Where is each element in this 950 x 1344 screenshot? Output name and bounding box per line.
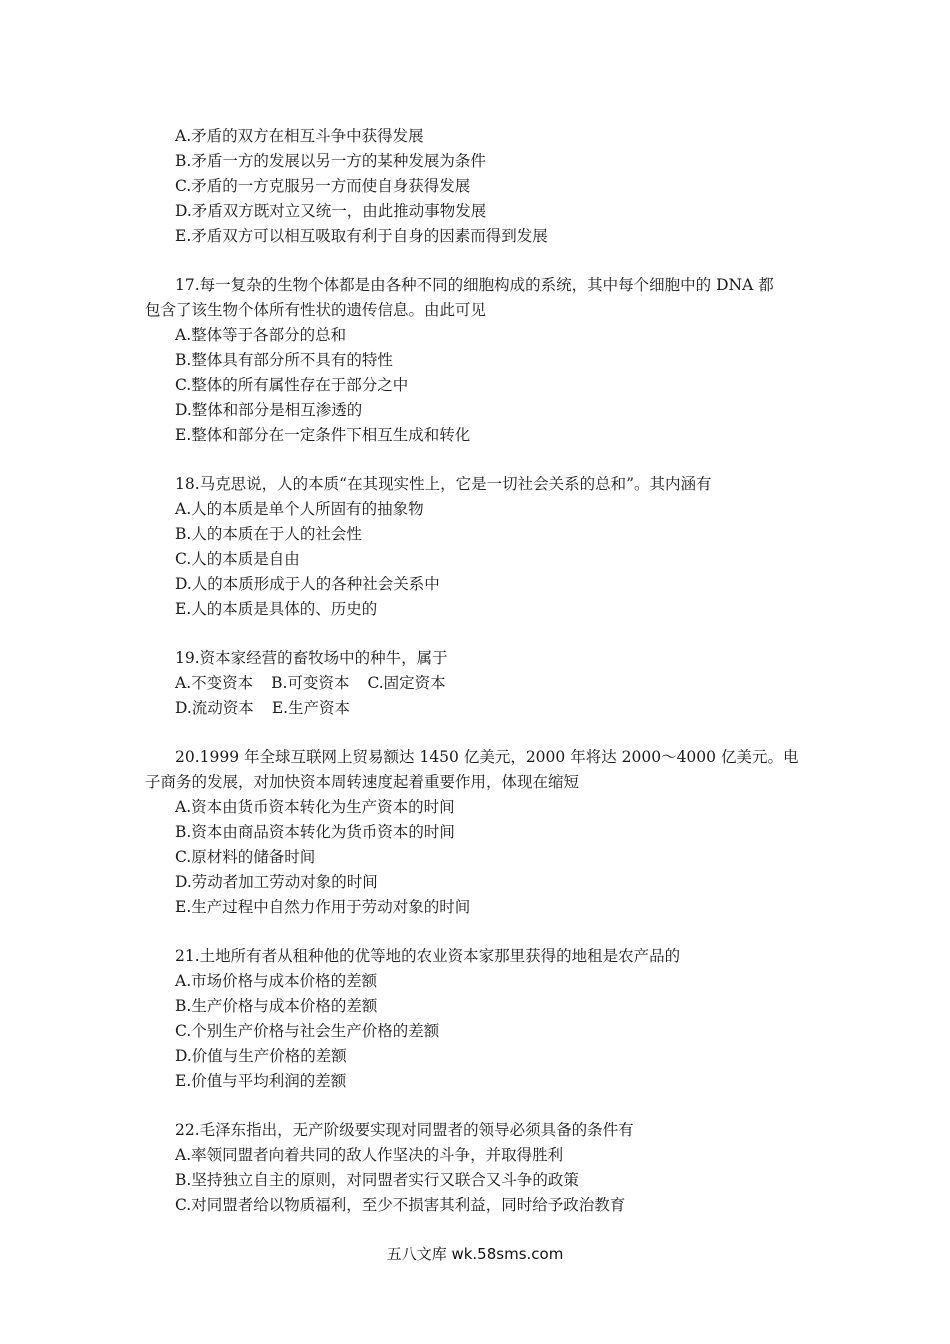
question-22-stem: 22.毛泽东指出，无产阶级要实现对同盟者的领导必须具备的条件有 bbox=[175, 1121, 634, 1139]
option-20-c: C.原材料的储备时间 bbox=[175, 848, 316, 866]
question-17-stem-cont: 包含了该生物个体所有性状的遗传信息。由此可见 bbox=[145, 301, 487, 319]
question-19 bbox=[175, 646, 815, 721]
question-18 bbox=[175, 472, 815, 622]
option-18-c: C.人的本质是自由 bbox=[175, 550, 300, 568]
option-22-b: B.坚持独立自主的原则，对同盟者实行又联合又斗争的政策 bbox=[175, 1171, 579, 1189]
option-18-d: D.人的本质形成于人的各种社会关系中 bbox=[175, 575, 440, 593]
question-22 bbox=[175, 1118, 815, 1218]
option-19-a: A.不变资本 bbox=[175, 674, 254, 692]
option-20-e: E.生产过程中自然力作用于劳动对象的时间 bbox=[175, 898, 471, 916]
option-17-a: A.整体等于各部分的总和 bbox=[175, 326, 347, 344]
question-20-stem: 20.1999 年全球互联网上贸易额达 1450 亿美元，2000 年将达 2000～4000 亿美元。电 bbox=[175, 748, 799, 766]
option-21-b: B.生产价格与成本价格的差额 bbox=[175, 997, 378, 1015]
question-19-options-row-2 bbox=[175, 696, 815, 721]
question-19-options-row-1 bbox=[175, 671, 815, 696]
question-18-stem: 18.马克思说，人的本质“在其现实性上，它是一切社会关系的总和”。其内涵有 bbox=[175, 475, 712, 493]
question-17-stem: 17.每一复杂的生物个体都是由各种不同的细胞构成的系统，其中每个细胞中的 DNA 都 bbox=[175, 276, 774, 294]
option-19-d: D.流动资本 bbox=[175, 699, 254, 717]
option-17-e: E.整体和部分在一定条件下相互生成和转化 bbox=[175, 426, 471, 444]
question-17 bbox=[145, 273, 815, 448]
option-21-a: A.市场价格与成本价格的差额 bbox=[175, 972, 378, 990]
option-19-b: B.可变资本 bbox=[271, 674, 350, 692]
option-17-d: D.整体和部分是相互渗透的 bbox=[175, 401, 363, 419]
question-content bbox=[145, 124, 815, 1218]
option-16-b: B.矛盾一方的发展以另一方的某种发展为条件 bbox=[175, 152, 486, 170]
question-21-stem: 21.土地所有者从租种他的优等地的农业资本家那里获得的地租是农产品的 bbox=[175, 947, 681, 965]
option-22-a: A.率领同盟者向着共同的敌人作坚决的斗争，并取得胜利 bbox=[175, 1146, 564, 1164]
question-20 bbox=[145, 745, 815, 920]
option-18-e: E.人的本质是具体的、历史的 bbox=[175, 600, 378, 618]
page-footer: 五八文库 wk.58sms.com bbox=[386, 1245, 564, 1263]
option-16-d: D.矛盾双方既对立又统一，由此推动事物发展 bbox=[175, 202, 487, 220]
option-22-c: C.对同盟者给以物质福利，至少不损害其利益，同时给予政治教育 bbox=[175, 1196, 626, 1214]
option-21-e: E.价值与平均利润的差额 bbox=[175, 1072, 347, 1090]
question-16-options bbox=[175, 124, 815, 249]
option-16-a: A.矛盾的双方在相互斗争中获得发展 bbox=[175, 127, 424, 145]
question-19-stem: 19.资本家经营的畜牧场中的种牛，属于 bbox=[175, 649, 448, 667]
option-19-c: C.固定资本 bbox=[367, 674, 446, 692]
option-18-a: A.人的本质是单个人所固有的抽象物 bbox=[175, 500, 424, 518]
option-20-b: B.资本由商品资本转化为货币资本的时间 bbox=[175, 823, 455, 841]
option-19-e: E.生产资本 bbox=[271, 699, 351, 717]
option-18-b: B.人的本质在于人的社会性 bbox=[175, 525, 362, 543]
option-20-a: A.资本由货币资本转化为生产资本的时间 bbox=[175, 798, 455, 816]
option-16-c: C.矛盾的一方克服另一方而使自身获得发展 bbox=[175, 177, 471, 195]
option-21-c: C.个别生产价格与社会生产价格的差额 bbox=[175, 1022, 440, 1040]
option-21-d: D.价值与生产价格的差额 bbox=[175, 1047, 347, 1065]
option-20-d: D.劳动者加工劳动对象的时间 bbox=[175, 873, 378, 891]
option-17-b: B.整体具有部分所不具有的特性 bbox=[175, 351, 393, 369]
question-21 bbox=[175, 944, 815, 1094]
option-16-e: E.矛盾双方可以相互吸取有利于自身的因素而得到发展 bbox=[175, 227, 548, 245]
option-17-c: C.整体的所有属性存在于部分之中 bbox=[175, 376, 409, 394]
question-20-stem-cont: 子商务的发展，对加快资本周转速度起着重要作用，体现在缩短 bbox=[145, 773, 580, 791]
